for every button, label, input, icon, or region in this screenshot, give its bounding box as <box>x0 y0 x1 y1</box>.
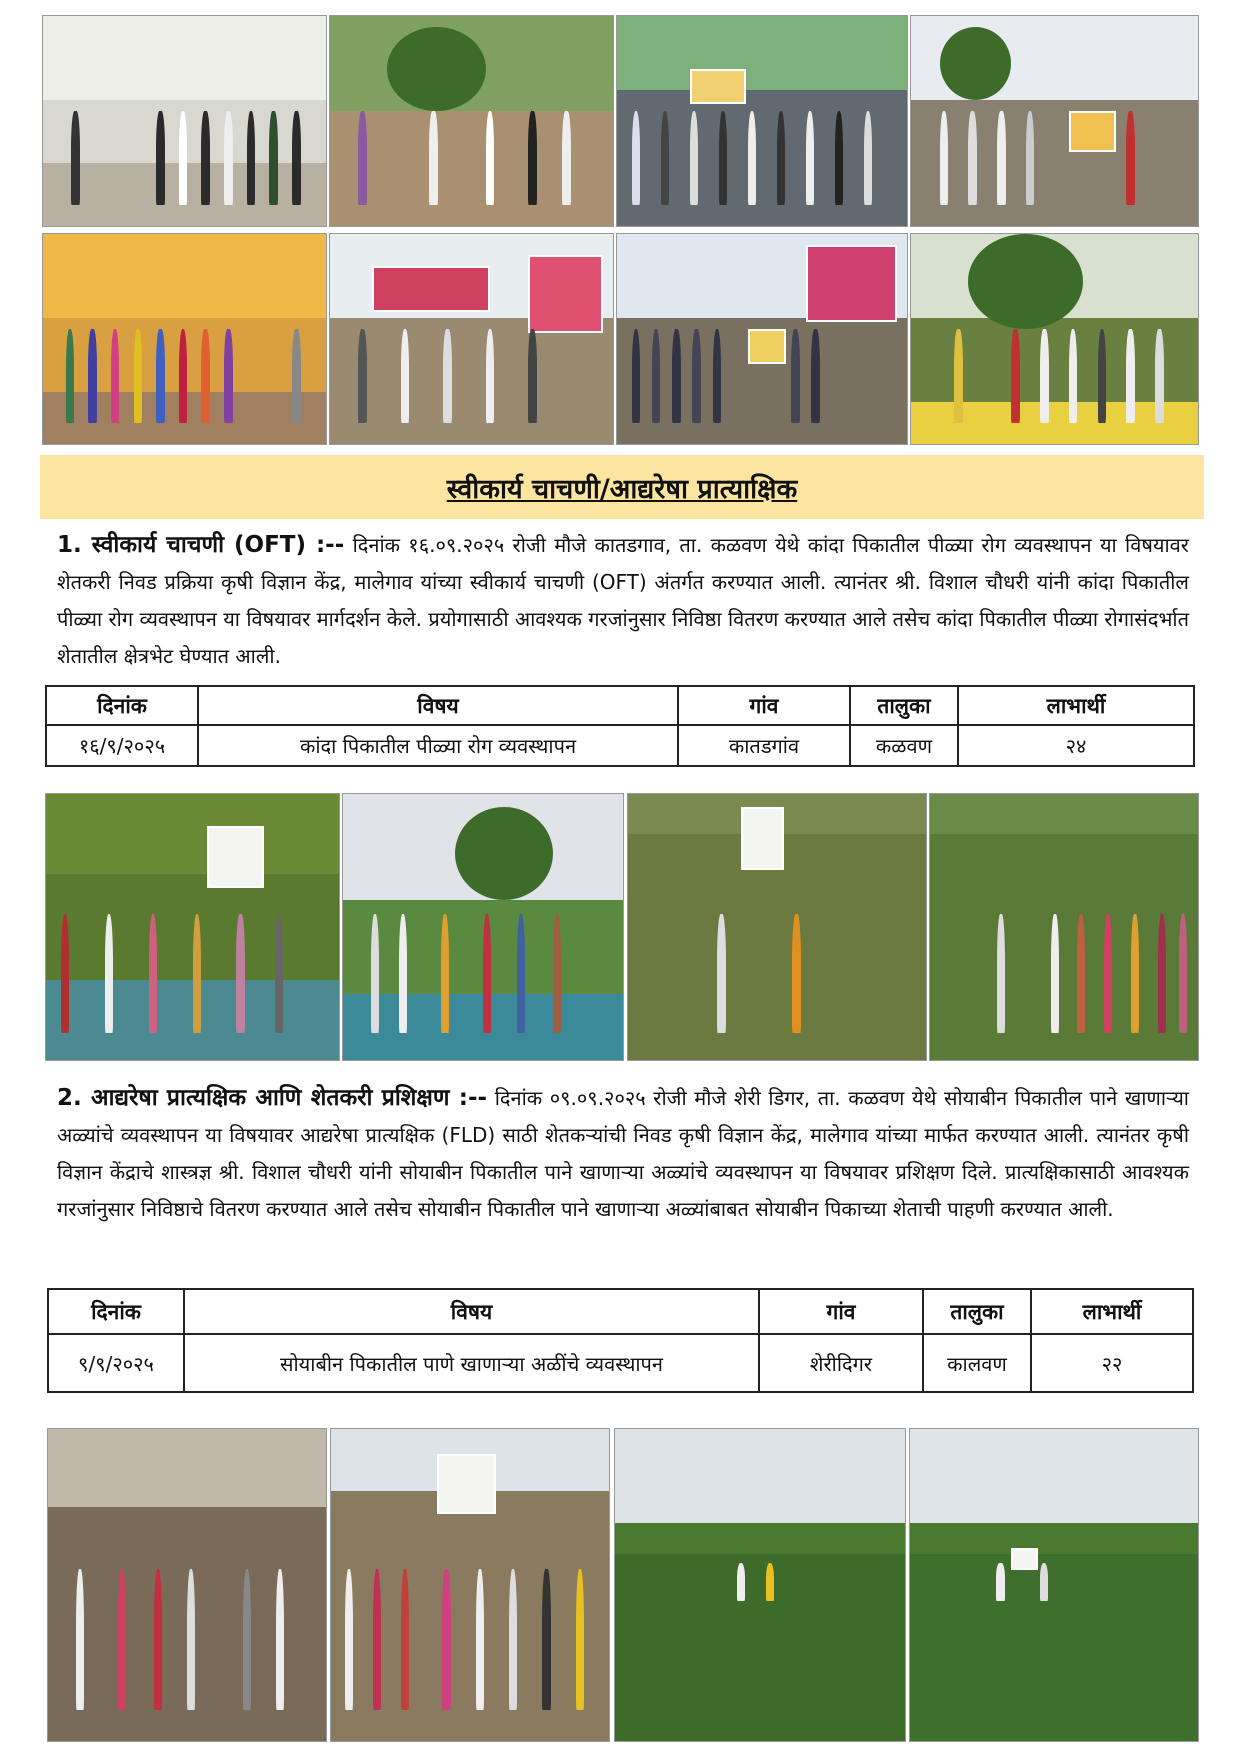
photo-classroom-pledge <box>42 15 327 227</box>
photo-onion-field-1 <box>627 793 927 1061</box>
photo-soybean-field-1 <box>614 1428 906 1742</box>
photo-women-pledge <box>42 233 327 445</box>
photo-fld-training <box>47 1428 327 1742</box>
fld-header-date: दिनांक <box>48 1289 184 1334</box>
oft-title: 1. स्वीकार्य चाचणी (OFT) :-- <box>57 532 345 558</box>
photo-farmers-pledge <box>910 233 1199 445</box>
oft-header-subject: विषय <box>198 686 678 725</box>
photo-village-pledge <box>910 15 1199 227</box>
oft-header-date: दिनांक <box>46 686 198 725</box>
photo-soybean-field-2 <box>909 1428 1199 1742</box>
oft-header-village: गांव <box>678 686 850 725</box>
fld-header-taluka: तालुका <box>923 1289 1031 1334</box>
oft-cell-taluka: कळवण <box>850 725 958 766</box>
fld-header-village: गांव <box>759 1289 923 1334</box>
photo-cleaning-yard <box>329 15 614 227</box>
photo-oft-meeting <box>45 793 340 1061</box>
fld-title: 2. आद्यरेषा प्रात्यक्षिक आणि शेतकरी प्रशिक्षण :-- <box>57 1085 488 1111</box>
fld-table <box>47 1288 1194 1393</box>
photo-temple-cleaning <box>329 233 614 445</box>
fld-header-subject: विषय <box>184 1289 759 1334</box>
fld-cell-taluka: कालवण <box>923 1334 1031 1392</box>
fld-paragraph <box>57 1080 1189 1228</box>
oft-table <box>45 685 1195 767</box>
photo-onion-field-2 <box>929 793 1199 1061</box>
photo-students-outdoor <box>616 233 908 445</box>
oft-paragraph <box>57 527 1189 675</box>
fld-cell-subject: सोयाबीन पिकातील पाणे खाणाऱ्या अळींचे व्यवस्थापन <box>184 1334 759 1392</box>
fld-text: दिनांक ०९.०९.२०२५ रोजी मौजे शेरी डिगर, ता. कळवण येथे सोयाबीन पिकातील पाने खाणाऱ्या अळ्यांचे व्यवस्थापन या विषयावर आद्यरेषा प्रात्यक्षिक (FLD) साठी शेतकऱ्यांची निवड कृषी विज्ञान केंद्र, मालेगाव यांच्या मार्फत करण्यात आली. त्यानंतर कृषी विज्ञान केंद्राचे शास्त्रज्ञ श्री. विशाल चौधरी यांनी सोयाबीन पिकातील पाने खाणाऱ्या अळ्यांचे व्यवस्थापन या विषयावर प्रशिक्षण दिले. प्रात्यक्षिकासाठी आवश्यक गरजांनुसार निविष्ठाचे वितरण करण्यात आले तसेच सोयाबीन पिकातील पाने खाणाऱ्या अळ्यांबाबत सोयाबीन पिकाच्या शेताची पाहणी करण्यात आली. <box>57 1086 1189 1221</box>
fld-cell-date: ९/९/२०२५ <box>48 1334 184 1392</box>
photo-school-assembly <box>616 15 908 227</box>
photo-fld-group <box>330 1428 610 1742</box>
fld-cell-beneficiaries: २२ <box>1031 1334 1193 1392</box>
oft-header-beneficiaries: लाभार्थी <box>958 686 1194 725</box>
fld-header-beneficiaries: लाभार्थी <box>1031 1289 1193 1334</box>
section-heading <box>40 455 1204 519</box>
oft-cell-beneficiaries: २४ <box>958 725 1194 766</box>
oft-cell-village: कातडगांव <box>678 725 850 766</box>
oft-header-taluka: तालुका <box>850 686 958 725</box>
section-heading-text: स्वीकार्य चाचणी/आद्यरेषा प्रात्याक्षिक <box>446 473 798 505</box>
oft-cell-date: १६/९/२०२५ <box>46 725 198 766</box>
fld-cell-village: शेरीदिगर <box>759 1334 923 1392</box>
oft-text: दिनांक १६.०९.२०२५ रोजी मौजे कातडगाव, ता. कळवण येथे कांदा पिकातील पीळ्या रोग व्यवस्थापन या विषयावर शेतकरी निवड प्रक्रिया कृषी विज्ञान केंद्र, मालेगाव यांच्या स्वीकार्य चाचणी (OFT) अंतर्गत करण्यात आली. त्यानंतर श्री. विशाल चौधरी यांनी कांदा पिकातील पीळ्या रोग व्यवस्थापन या विषयावर मार्गदर्शन केले. प्रयोगासाठी आवश्यक गरजांनुसार निविष्ठा वितरण करण्यात आले तसेच कांदा पिकातील पीळ्या रोगासंदर्भात शेतातील क्षेत्रभेट घेण्यात आली. <box>57 533 1189 668</box>
photo-oft-group <box>342 793 624 1061</box>
oft-cell-subject: कांदा पिकातील पीळ्या रोग व्यवस्थापन <box>198 725 678 766</box>
